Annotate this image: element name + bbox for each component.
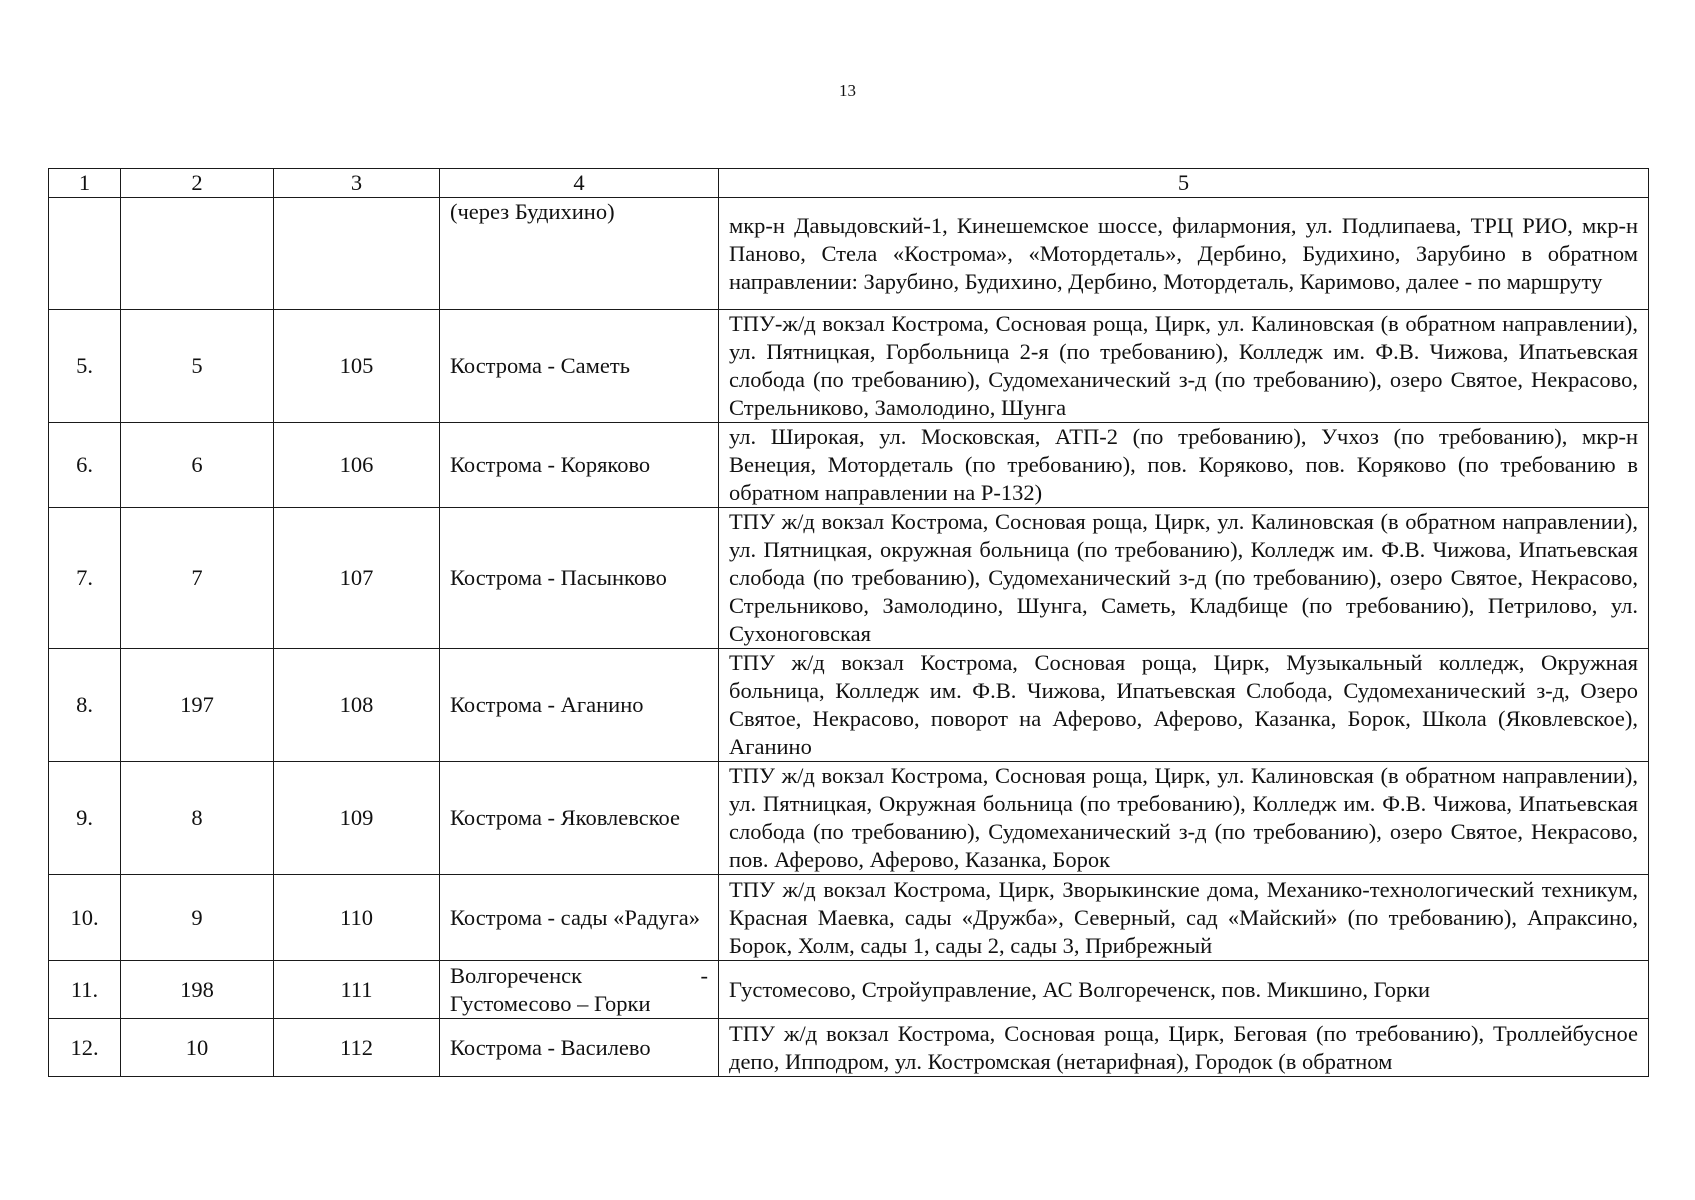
routes-table — [48, 168, 1649, 1077]
route-number: 6 — [121, 423, 274, 508]
table-row — [49, 961, 1649, 1019]
route-stops: ТПУ ж/д вокзал Кострома, Сосновая роща, Цирк, Музыкальный колледж, Окружная больница, Колледж им. Ф.В. Чижова, Ипатьевская Слобода, Судомеханический з-д, Озеро Святое, Некрасово, поворот на Аферово, Аферово, Казанка, Борок, Школа (Яковлевское), Аганино — [719, 649, 1649, 762]
registry-number: 106 — [274, 423, 440, 508]
route-number: 5 — [121, 310, 274, 423]
route-stops: мкр-н Давыдовский-1, Кинешемское шоссе, филармония, ул. Подлипаева, ТРЦ РИО, мкр-н Паново, Стела «Кострома», «Мотордеталь», Дербино, Будихино, Зарубино в обратном направлении: Зарубино, Будихино, Дербино, Мотордеталь, Каримово, далее - по маршруту — [719, 198, 1649, 310]
column-header-4: 4 — [440, 169, 719, 198]
table-row — [49, 508, 1649, 649]
route-stops: ТПУ ж/д вокзал Кострома, Сосновая роща, Цирк, Беговая (по требованию), Троллейбусное депо, Ипподром, ул. Костромская (нетарифная), Городок (в обратном — [719, 1019, 1649, 1077]
table-row — [49, 423, 1649, 508]
route-stops: ТПУ ж/д вокзал Кострома, Сосновая роща, Цирк, ул. Калиновская (в обратном направлении), ул. Пятницкая, Окружная больница (по требованию), Колледж им. Ф.В. Чижова, Ипатьевская слобода (по требованию), Судомеханический з-д (по требованию), озеро Святое, Некрасово, пов. Аферово, Аферово, Казанка, Борок — [719, 762, 1649, 875]
route-number: 8 — [121, 762, 274, 875]
registry-number: 110 — [274, 875, 440, 961]
route-number: 198 — [121, 961, 274, 1019]
row-number: 7. — [49, 508, 121, 649]
route-name: Кострома - Яковлевское — [440, 762, 719, 875]
route-stops: ул. Широкая, ул. Московская, АТП-2 (по требованию), Учхоз (по требованию), мкр-н Венеция, Мотордеталь (по требованию), пов. Коряково, пов. Коряково (по требованию в обратном направлении на Р-132) — [719, 423, 1649, 508]
table-row — [49, 198, 1649, 310]
route-stops: ТПУ ж/д вокзал Кострома, Цирк, Зворыкинские дома, Механико-технологический техникум, Красная Маевка, сады «Дружба», Северный, сад «Майский» (по требованию), Апраксино, Борок, Холм, сады 1, сады 2, сады 3, Прибрежный — [719, 875, 1649, 961]
route-name: Кострома - сады «Радуга» — [440, 875, 719, 961]
route-number: 9 — [121, 875, 274, 961]
column-header-2: 2 — [121, 169, 274, 198]
column-header-1: 1 — [49, 169, 121, 198]
row-number: 11. — [49, 961, 121, 1019]
route-name: Кострома - Аганино — [440, 649, 719, 762]
row-number: 12. — [49, 1019, 121, 1077]
column-header-5: 5 — [719, 169, 1649, 198]
row-number — [49, 198, 121, 310]
page-number: 13 — [839, 81, 856, 100]
row-number: 5. — [49, 310, 121, 423]
route-number: 7 — [121, 508, 274, 649]
route-name: Кострома - Василево — [440, 1019, 719, 1077]
route-name: Кострома - Коряково — [440, 423, 719, 508]
route-number — [121, 198, 274, 310]
registry-number: 105 — [274, 310, 440, 423]
row-number: 9. — [49, 762, 121, 875]
route-name: (через Будихино) — [440, 198, 719, 310]
table-row — [49, 310, 1649, 423]
row-number: 10. — [49, 875, 121, 961]
column-header-3: 3 — [274, 169, 440, 198]
table-row — [49, 875, 1649, 961]
registry-number: 108 — [274, 649, 440, 762]
table-header-row — [49, 169, 1649, 198]
registry-number: 109 — [274, 762, 440, 875]
route-name: Кострома - Саметь — [440, 310, 719, 423]
table-row — [49, 649, 1649, 762]
registry-number — [274, 198, 440, 310]
registry-number: 112 — [274, 1019, 440, 1077]
row-number: 8. — [49, 649, 121, 762]
registry-number: 111 — [274, 961, 440, 1019]
route-stops: ТПУ ж/д вокзал Кострома, Сосновая роща, Цирк, ул. Калиновская (в обратном направлении), ул. Пятницкая, окружная больница (по требованию), Колледж им. Ф.В. Чижова, Ипатьевская слобода (по требованию), Судомеханический з-д (по требованию), озеро Святое, Некрасово, Стрельниково, Замолодино, Шунга, Саметь, Кладбище (по требованию), Петрилово, ул. Сухоноговская — [719, 508, 1649, 649]
row-number: 6. — [49, 423, 121, 508]
route-name: Волгореченск - Густомесово – Горки — [440, 961, 719, 1019]
route-stops: Густомесово, Стройуправление, АС Волгореченск, пов. Микшино, Горки — [719, 961, 1649, 1019]
route-number: 197 — [121, 649, 274, 762]
route-stops: ТПУ-ж/д вокзал Кострома, Сосновая роща, Цирк, ул. Калиновская (в обратном направлении), ул. Пятницкая, Горбольница 2-я (по требованию), Колледж им. Ф.В. Чижова, Ипатьевская слобода (по требованию), Судомеханический з-д (по требованию), озеро Святое, Некрасово, Стрельниково, Замолодино, Шунга — [719, 310, 1649, 423]
registry-number: 107 — [274, 508, 440, 649]
route-name: Кострома - Пасынково — [440, 508, 719, 649]
table-row — [49, 1019, 1649, 1077]
route-number: 10 — [121, 1019, 274, 1077]
table-row — [49, 762, 1649, 875]
